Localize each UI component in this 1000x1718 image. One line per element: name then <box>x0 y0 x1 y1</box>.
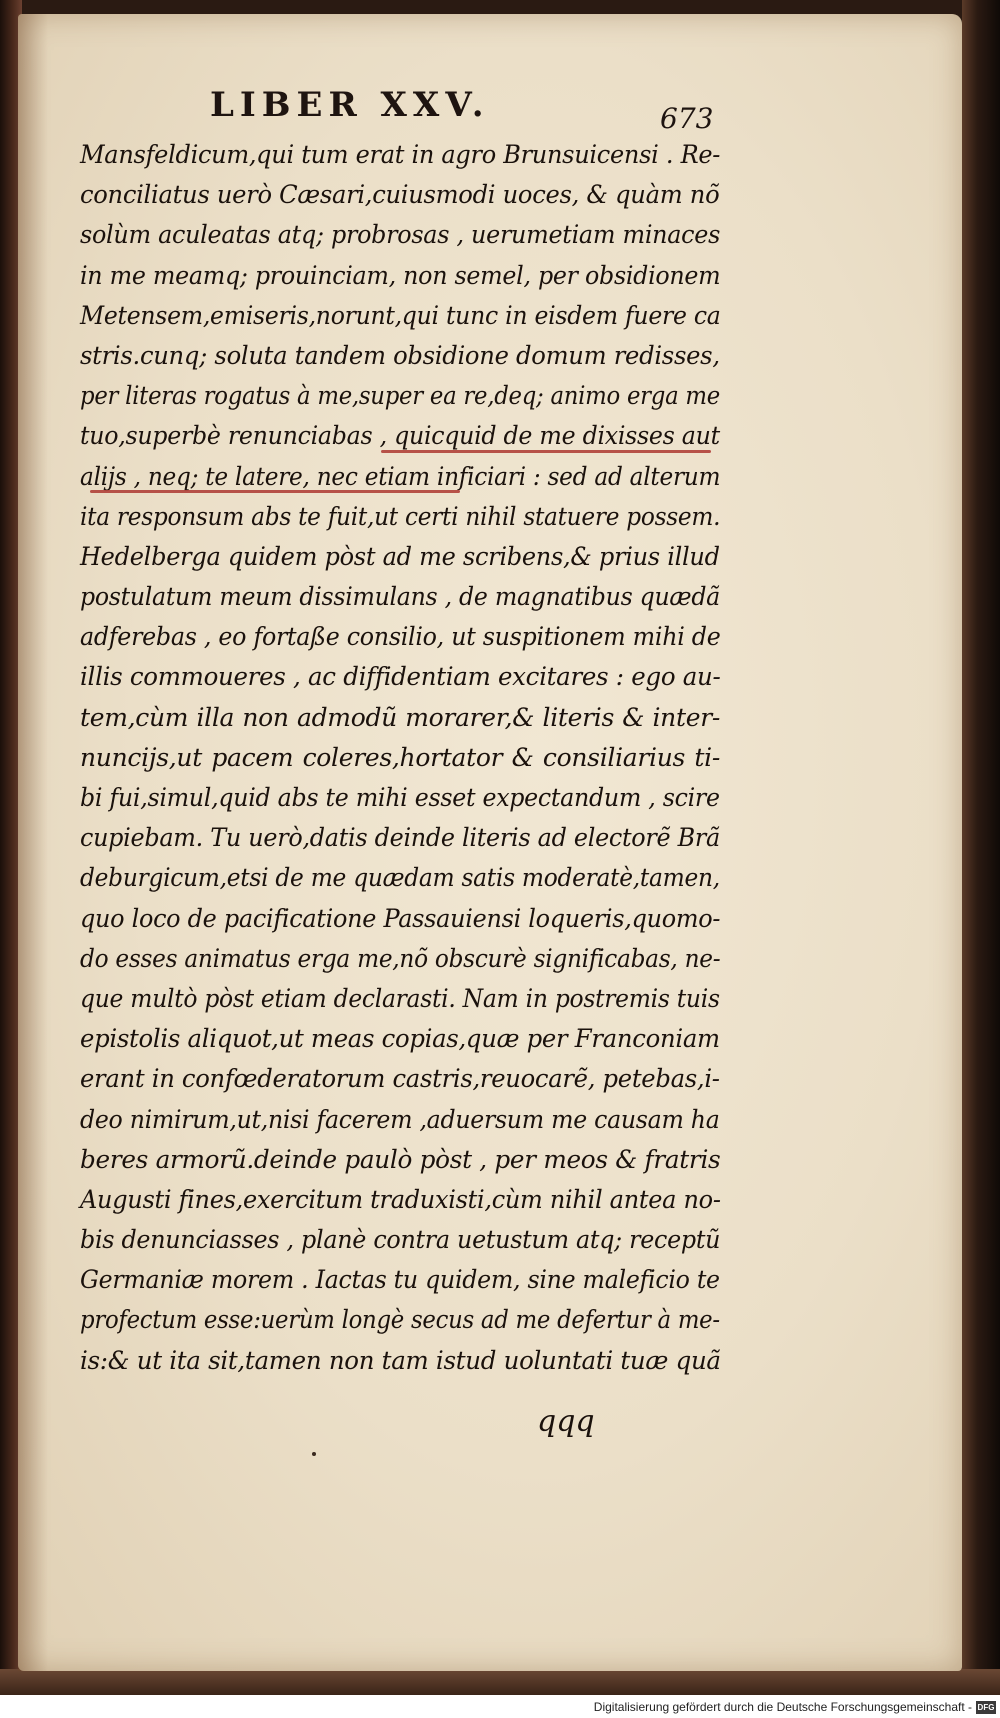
scan-bottom-edge <box>0 1669 1000 1695</box>
text-line: postulatum meum dissimulans , de magnatibus quædã <box>80 582 720 612</box>
footer-credit: Digitalisierung gefördert durch die Deutsche Forschungsgemeinschaft - <box>593 1700 972 1714</box>
text-line: solùm aculeatas atq; probrosas , uerumetiam minaces <box>80 220 721 250</box>
text-line: Augusti fines,exercitum traduxisti,cùm nihil antea no- <box>80 1184 721 1214</box>
text-line: que multò pòst etiam declarasti. Nam in postremis tuis <box>80 983 720 1013</box>
dfg-logo: DFG <box>977 1703 995 1712</box>
text-line: deburgicum,etsi de me quædam satis moderatè,tamen, <box>80 863 720 893</box>
footer-bar <box>0 1695 1000 1718</box>
text-line: bis denunciasses , planè contra uetustum atq; receptũ <box>80 1225 721 1255</box>
ink-speck <box>312 1452 316 1456</box>
text-line: bi fui,simul,quid abs te mihi esset expectandum , scire <box>80 783 720 812</box>
text-line: is:& ut ita sit,tamen non tam istud uoluntati tuæ quã <box>80 1345 721 1375</box>
text-line: Mansfeldicum,qui tum erat in agro Brunsuicensi . Re- <box>80 140 721 169</box>
text-line: tuo,superbè renunciabas , quicquid de me dixisses aut <box>80 421 720 451</box>
text-line: per literas rogatus à me,super ea re,deq; animo erga me <box>80 381 720 411</box>
text-line: epistolis aliquot,ut meas copias,quæ per Franconiam <box>80 1024 720 1054</box>
text-line: Metensem,emiseris,norunt,qui tunc in eisdem fuere ca <box>80 300 721 330</box>
text-line: alijs , neq; te latere, nec etiam inficiari : sed ad alterum <box>80 461 721 491</box>
text-line: conciliatus uerò Cæsari,cuiusmodi uoces, & quàm nõ <box>80 180 720 210</box>
text-line: adferebas , eo fortaße consilio, ut suspitionem mihi de <box>80 622 721 652</box>
text-line: tem,cùm illa non admodũ morarer,& literis & inter- <box>80 702 720 732</box>
text-line: erant in confœderatorum castris,reuocarẽ, petebas,i- <box>80 1064 720 1094</box>
catchword: qqq <box>537 1404 595 1439</box>
text-line: stris.cunq; soluta tandem obsidione domum redisses, <box>80 340 720 370</box>
text-line: in me meamq; prouinciam, non semel, per obsidionem <box>80 260 721 290</box>
text-line: deo nimirum,ut,nisi facerem ,aduersum me causam ha <box>80 1104 720 1134</box>
running-head: LIBER XXV. <box>210 85 490 125</box>
body-text <box>80 135 720 1381</box>
scan-right-edge <box>962 0 1000 1695</box>
text-line: Germaniæ morem . Iactas tu quidem, sine maleficio te <box>80 1265 720 1295</box>
text-line: quo loco de pacificatione Passauiensi loqueris,quomo- <box>80 903 721 933</box>
text-line: cupiebam. Tu uerò,datis deinde literis ad electorẽ Brã <box>80 823 720 853</box>
text-line: profectum esse:uerùm longè secus ad me defertur à me- <box>80 1305 720 1335</box>
text-line: beres armorũ.deinde paulò pòst , per meos & fratris <box>80 1144 721 1174</box>
text-line: nuncijs,ut pacem coleres,hortator & consiliarius ti- <box>80 742 720 772</box>
page-gutter-shadow <box>18 14 48 1671</box>
text-line: do esses animatus erga me,nõ obscurè significabas, ne- <box>80 943 721 973</box>
text-line: Hedelberga quidem pòst ad me scribens,& prius illud <box>80 541 720 571</box>
text-line: illis commoueres , ac diffidentiam excitares : ego au- <box>80 662 721 692</box>
text-line: ita responsum abs te fuit,ut certi nihil statuere possem. <box>80 501 721 531</box>
page-number: 673 <box>660 102 714 135</box>
red-underline-annotation <box>381 450 711 453</box>
red-underline-annotation <box>90 490 460 493</box>
